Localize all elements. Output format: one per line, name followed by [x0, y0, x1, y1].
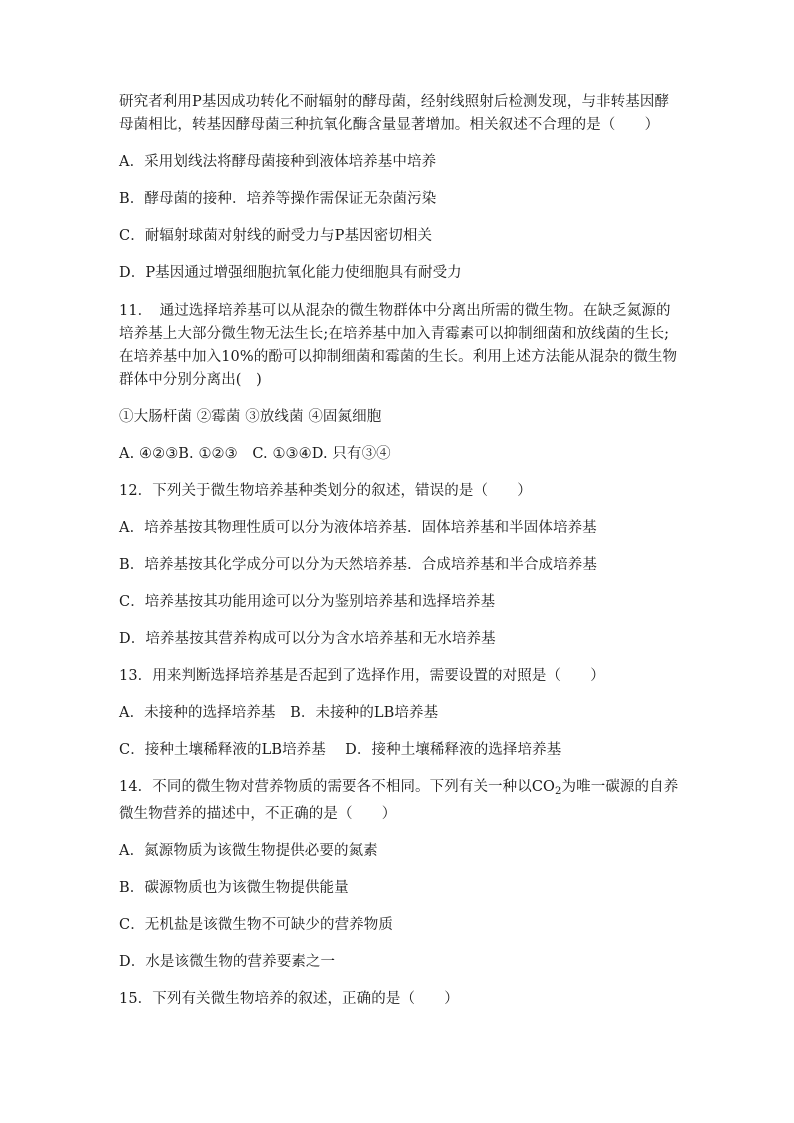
question-14-stem-part-b: 为唯一碳源的自养: [561, 779, 679, 795]
question-14-stem-part-a: 14．不同的微生物对营养物质的需要各不相同。下列有关一种以CO: [119, 779, 556, 795]
question-10: [119, 91, 679, 137]
question-14-option-d: D．水是该微生物的营养要素之一: [119, 954, 336, 970]
co2-subscript: 2: [555, 786, 562, 797]
question-10-option-a: A．采用划线法将酵母菌接种到液体培养基中培养: [119, 154, 437, 170]
question-14-stem-line-2: 微生物营养的描述中，不正确的是（ ）: [119, 806, 397, 822]
question-10-option-d: D．P基因通过增强细胞抗氧化能力使细胞具有耐受力: [119, 265, 462, 281]
question-11-stem-line-2: 培养基上大部分微生物无法生长;在培养基中加入青霉素可以抑制细菌和放线菌的生长;: [119, 326, 670, 342]
question-11: [119, 300, 679, 392]
question-14-option-a: A．氮源物质为该微生物提供必要的氮素: [119, 843, 378, 859]
question-12-option-c: C．培养基按其功能用途可以分为鉴别培养基和选择培养基: [119, 594, 496, 610]
question-12-option-d: D．培养基按其营养构成可以分为含水培养基和无水培养基: [119, 631, 496, 647]
question-10-stem-line-2: 母菌相比，转基因酵母菌三种抗氧化酶含量显著增加。相关叙述不合理的是（ ）: [119, 117, 660, 133]
question-12-option-a: A．培养基按其物理性质可以分为液体培养基．固体培养基和半固体培养基: [119, 520, 597, 536]
question-13-options-ab: A．未接种的选择培养基 B．未接种的LB培养基: [119, 705, 439, 721]
question-11-items: ①大肠杆菌 ②霉菌 ③放线菌 ④固氮细胞: [119, 409, 382, 425]
question-14: [119, 776, 679, 826]
question-10-stem-line-1: 研究者利用P基因成功转化不耐辐射的酵母菌，经射线照射后检测发现，与非转基因酵: [119, 94, 670, 110]
question-13-options-cd: C．接种土壤稀释液的LB培养基 D．接种土壤稀释液的选择培养基: [119, 742, 562, 758]
question-12-stem: 12．下列关于微生物培养基种类划分的叙述，错误的是（ ）: [119, 483, 532, 499]
question-10-option-b: B．酵母菌的接种．培养等操作需保证无杂菌污染: [119, 191, 437, 207]
question-14-option-c: C．无机盐是该微生物不可缺少的营养物质: [119, 917, 393, 933]
question-11-options: A. ④②③B. ①②③ C. ①③④D. 只有③④: [119, 446, 391, 462]
question-12-option-b: B．培养基按其化学成分可以分为天然培养基．合成培养基和半合成培养基: [119, 557, 597, 573]
question-14-option-b: B．碳源物质也为该微生物提供能量: [119, 880, 349, 896]
question-10-option-c: C．耐辐射球菌对射线的耐受力与P基因密切相关: [119, 228, 433, 244]
document-page: [119, 91, 679, 1011]
question-13-stem: 13．用来判断选择培养基是否起到了选择作用，需要设置的对照是（ ）: [119, 668, 605, 684]
question-14-stem-line-1: [119, 776, 679, 803]
question-15-stem: 15．下列有关微生物培养的叙述，正确的是（ ）: [119, 991, 459, 1007]
question-11-stem-line-4: 群体中分别分离出( ): [119, 372, 262, 388]
question-11-stem-line-1: 11． 通过选择培养基可以从混杂的微生物群体中分离出所需的微生物。在缺乏氮源的: [119, 303, 671, 319]
question-11-stem-line-3: 在培养基中加入10%的酚可以抑制细菌和霉菌的生长。利用上述方法能从混杂的微生物: [119, 349, 678, 365]
